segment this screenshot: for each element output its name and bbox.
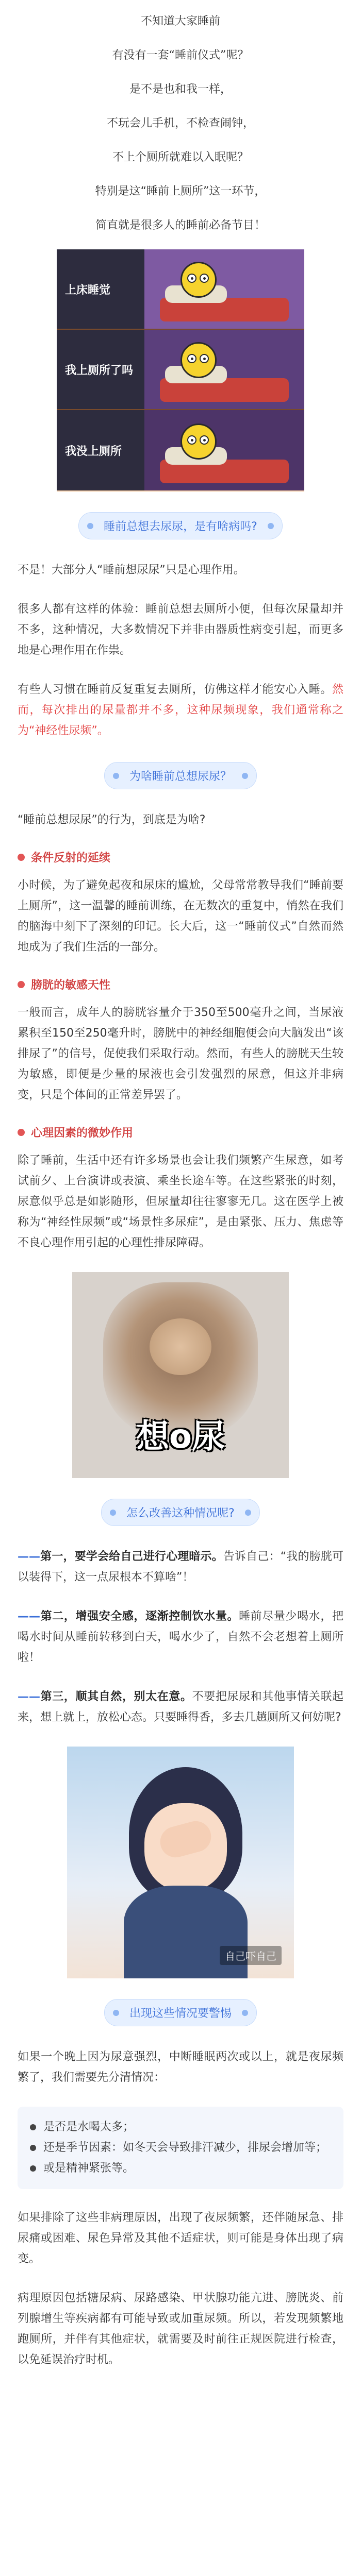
highlight-text: 然而，每次排出的尿量都并不多，这种尿频现象，我们通常称之为“神经性尿频”。 [18, 683, 343, 737]
meme-panel-caption: 我没上厕所 [57, 410, 144, 490]
section-header [0, 1499, 361, 1526]
meme-image-blurry [72, 1272, 289, 1478]
intro-line: 有没有一套“睡前仪式”呢？ [112, 49, 249, 62]
subheading [0, 976, 361, 992]
paragraph-text: 有些人习惯在睡前反复重复去厕所，仿佛这样才能安心入睡。 [18, 683, 332, 696]
dot-icon [18, 981, 25, 988]
intro-line: 是不是也和我一样， [129, 83, 232, 96]
paragraph: 如果排除了这些非病理原因，出现了夜尿频繁，还伴随尿急、排尿痛或困难、尿色异常及其他不适症状，则可能是身体出现了病变。 [18, 2211, 343, 2265]
step-paragraph [0, 1547, 361, 1588]
meme-panel [57, 330, 304, 410]
meme-image-sleep-panels [57, 249, 304, 492]
step-paragraph [0, 1606, 361, 1668]
intro-line: 不玩会儿手机，不检查闹钟， [106, 117, 254, 130]
paragraph: 一般而言，成年人的膀胱容量介于350至500毫升之间，当尿液累积至150至250毫升时，膀胱中的神经细胞便会向大脑发出“该排尿了”的信号，促使我们采取行动。然而，有些人的膀胱天生较为敏感，即便是少量的尿液也会引发强烈的尿意，但这并非病变，只是个体间的正常差异罢了。 [18, 1006, 343, 1101]
step-paragraph [0, 1687, 361, 1728]
meme-caption: 自己吓自己 [220, 1946, 282, 1965]
checklist-item [30, 2158, 331, 2179]
intro-line: 特别是这“睡前上厕所”这一环节， [95, 185, 266, 198]
step-body: 告诉自己：“我的膀胱可以装得下，这一点尿根本不算啥”！ [18, 1550, 343, 1584]
paragraph: 如果一个晚上因为尿意强烈，中断睡眠两次或以上，就是夜尿频繁了，我们需要先分清情况： [18, 2050, 343, 2084]
subheading [0, 849, 361, 865]
step-heading: 第三，顺其自然，别太在意。 [40, 1690, 192, 1703]
subheading-text: 条件反射的延续 [31, 852, 111, 865]
checklist-item [30, 2138, 331, 2158]
meme-panel-scene [144, 330, 304, 409]
bullet-icon [30, 2145, 36, 2151]
section-header [0, 1999, 361, 2026]
bullet-icon [30, 2165, 36, 2172]
section-title: 怎么改善这种情况呢? [101, 1499, 260, 1526]
dash-marker: —— [18, 1610, 40, 1623]
section-header [0, 512, 361, 539]
checklist-text: 或是精神紧张等。 [43, 2162, 135, 2175]
step-heading: 第一，要学会给自己进行心理暗示。 [40, 1550, 223, 1563]
paragraph: 小时候，为了避免起夜和尿床的尴尬，父母常常教导我们“睡前要上厕所”，这一温馨的睡前训练，在无数次的重复中，悄然在我们的脑海中刻下了深刻的印记。长大后，这一“睡前仪式”自然而然地成为了我们生活的一部分。 [18, 879, 343, 954]
paragraph: 病理原因包括糖尿病、尿路感染、甲状腺功能亢进、膀胱炎、前列腺增生等疾病都有可能导致或加重尿频。所以，若发现频繁地跑厕所，并伴有其他症状，就需要及时前往正规医院进行检查，以免延误治疗时机。 [18, 2292, 343, 2366]
subheading-text: 膀胱的敏感天性 [31, 979, 111, 992]
intro [0, 0, 361, 236]
section-title: 出现这些情况要警惕 [104, 1999, 257, 2026]
intro-line: 不知道大家睡前 [140, 15, 220, 28]
step-body: 不要把尿尿和其他事情关联起来，想上就上，放松心态。只要睡得香，多去几趟厕所又何妨呢? [18, 1690, 343, 1724]
subheading-text: 心理因素的微妙作用 [31, 1127, 134, 1140]
dash-marker: —— [18, 1690, 40, 1703]
bullet-icon [30, 2124, 36, 2130]
paragraph: 很多人都有这样的体验：睡前总想去厕所小便，但每次尿量却并不多，这种情况，大多数情况下并非由器质性病变引起，而更多地是心理作用在作祟。 [18, 603, 343, 657]
paragraph: 不是！大部分人“睡前想尿尿”只是心理作用。 [18, 564, 245, 577]
paragraph: 除了睡前，生活中还有许多场景也会让我们频繁产生尿意，如考试前夕、上台演讲或表演、乘坐长途车等。在这些紧张的时刻，尿意似乎总是如影随形，但尿量却往往寥寥无几。这在医学上被称为“神经性尿频”或“场景性多尿症”，是由紧张、压力、焦虑等不良心理作用引起的心理性排尿障碍。 [18, 1154, 343, 1249]
checklist-text: 是否是水喝太多； [43, 2121, 135, 2133]
meme-image-anime [67, 1747, 294, 1978]
intro-line: 简直就是很多人的睡前必备节目！ [95, 219, 266, 232]
dot-icon [18, 1129, 25, 1136]
meme-panel [57, 410, 304, 490]
section-header [0, 762, 361, 789]
checklist-box [18, 2107, 343, 2189]
dash-marker: —— [18, 1550, 40, 1563]
section-title: 为啥睡前总想尿尿？ [104, 762, 257, 789]
dot-icon [18, 854, 25, 861]
meme-panel-caption: 我上厕所了吗 [57, 330, 144, 409]
section-title: 睡前总想去尿尿，是有啥病吗? [78, 512, 283, 539]
meme-panel-scene [144, 249, 304, 329]
meme-panel-caption: 上床睡觉 [57, 249, 144, 329]
paragraph: “睡前总想尿尿”的行为，到底是为啥? [18, 814, 206, 826]
checklist-text: 还是季节因素：如冬天会导致排汗减少，排尿会增加等； [43, 2141, 327, 2154]
step-body: 睡前尽量少喝水，把喝水时间从睡前转移到白天，喝水少了，自然不会老想着上厕所啦！ [18, 1610, 343, 1664]
meme-panel-scene [144, 410, 304, 490]
intro-line: 不上个厕所就难以入眠呢？ [112, 151, 249, 164]
meme-panel [57, 249, 304, 330]
subheading [0, 1124, 361, 1140]
paragraph [0, 680, 361, 741]
meme-caption: 想o尿 [136, 1418, 225, 1456]
step-heading: 第二，增强安全感，逐渐控制饮水量。 [40, 1610, 239, 1623]
checklist-item [30, 2117, 331, 2138]
